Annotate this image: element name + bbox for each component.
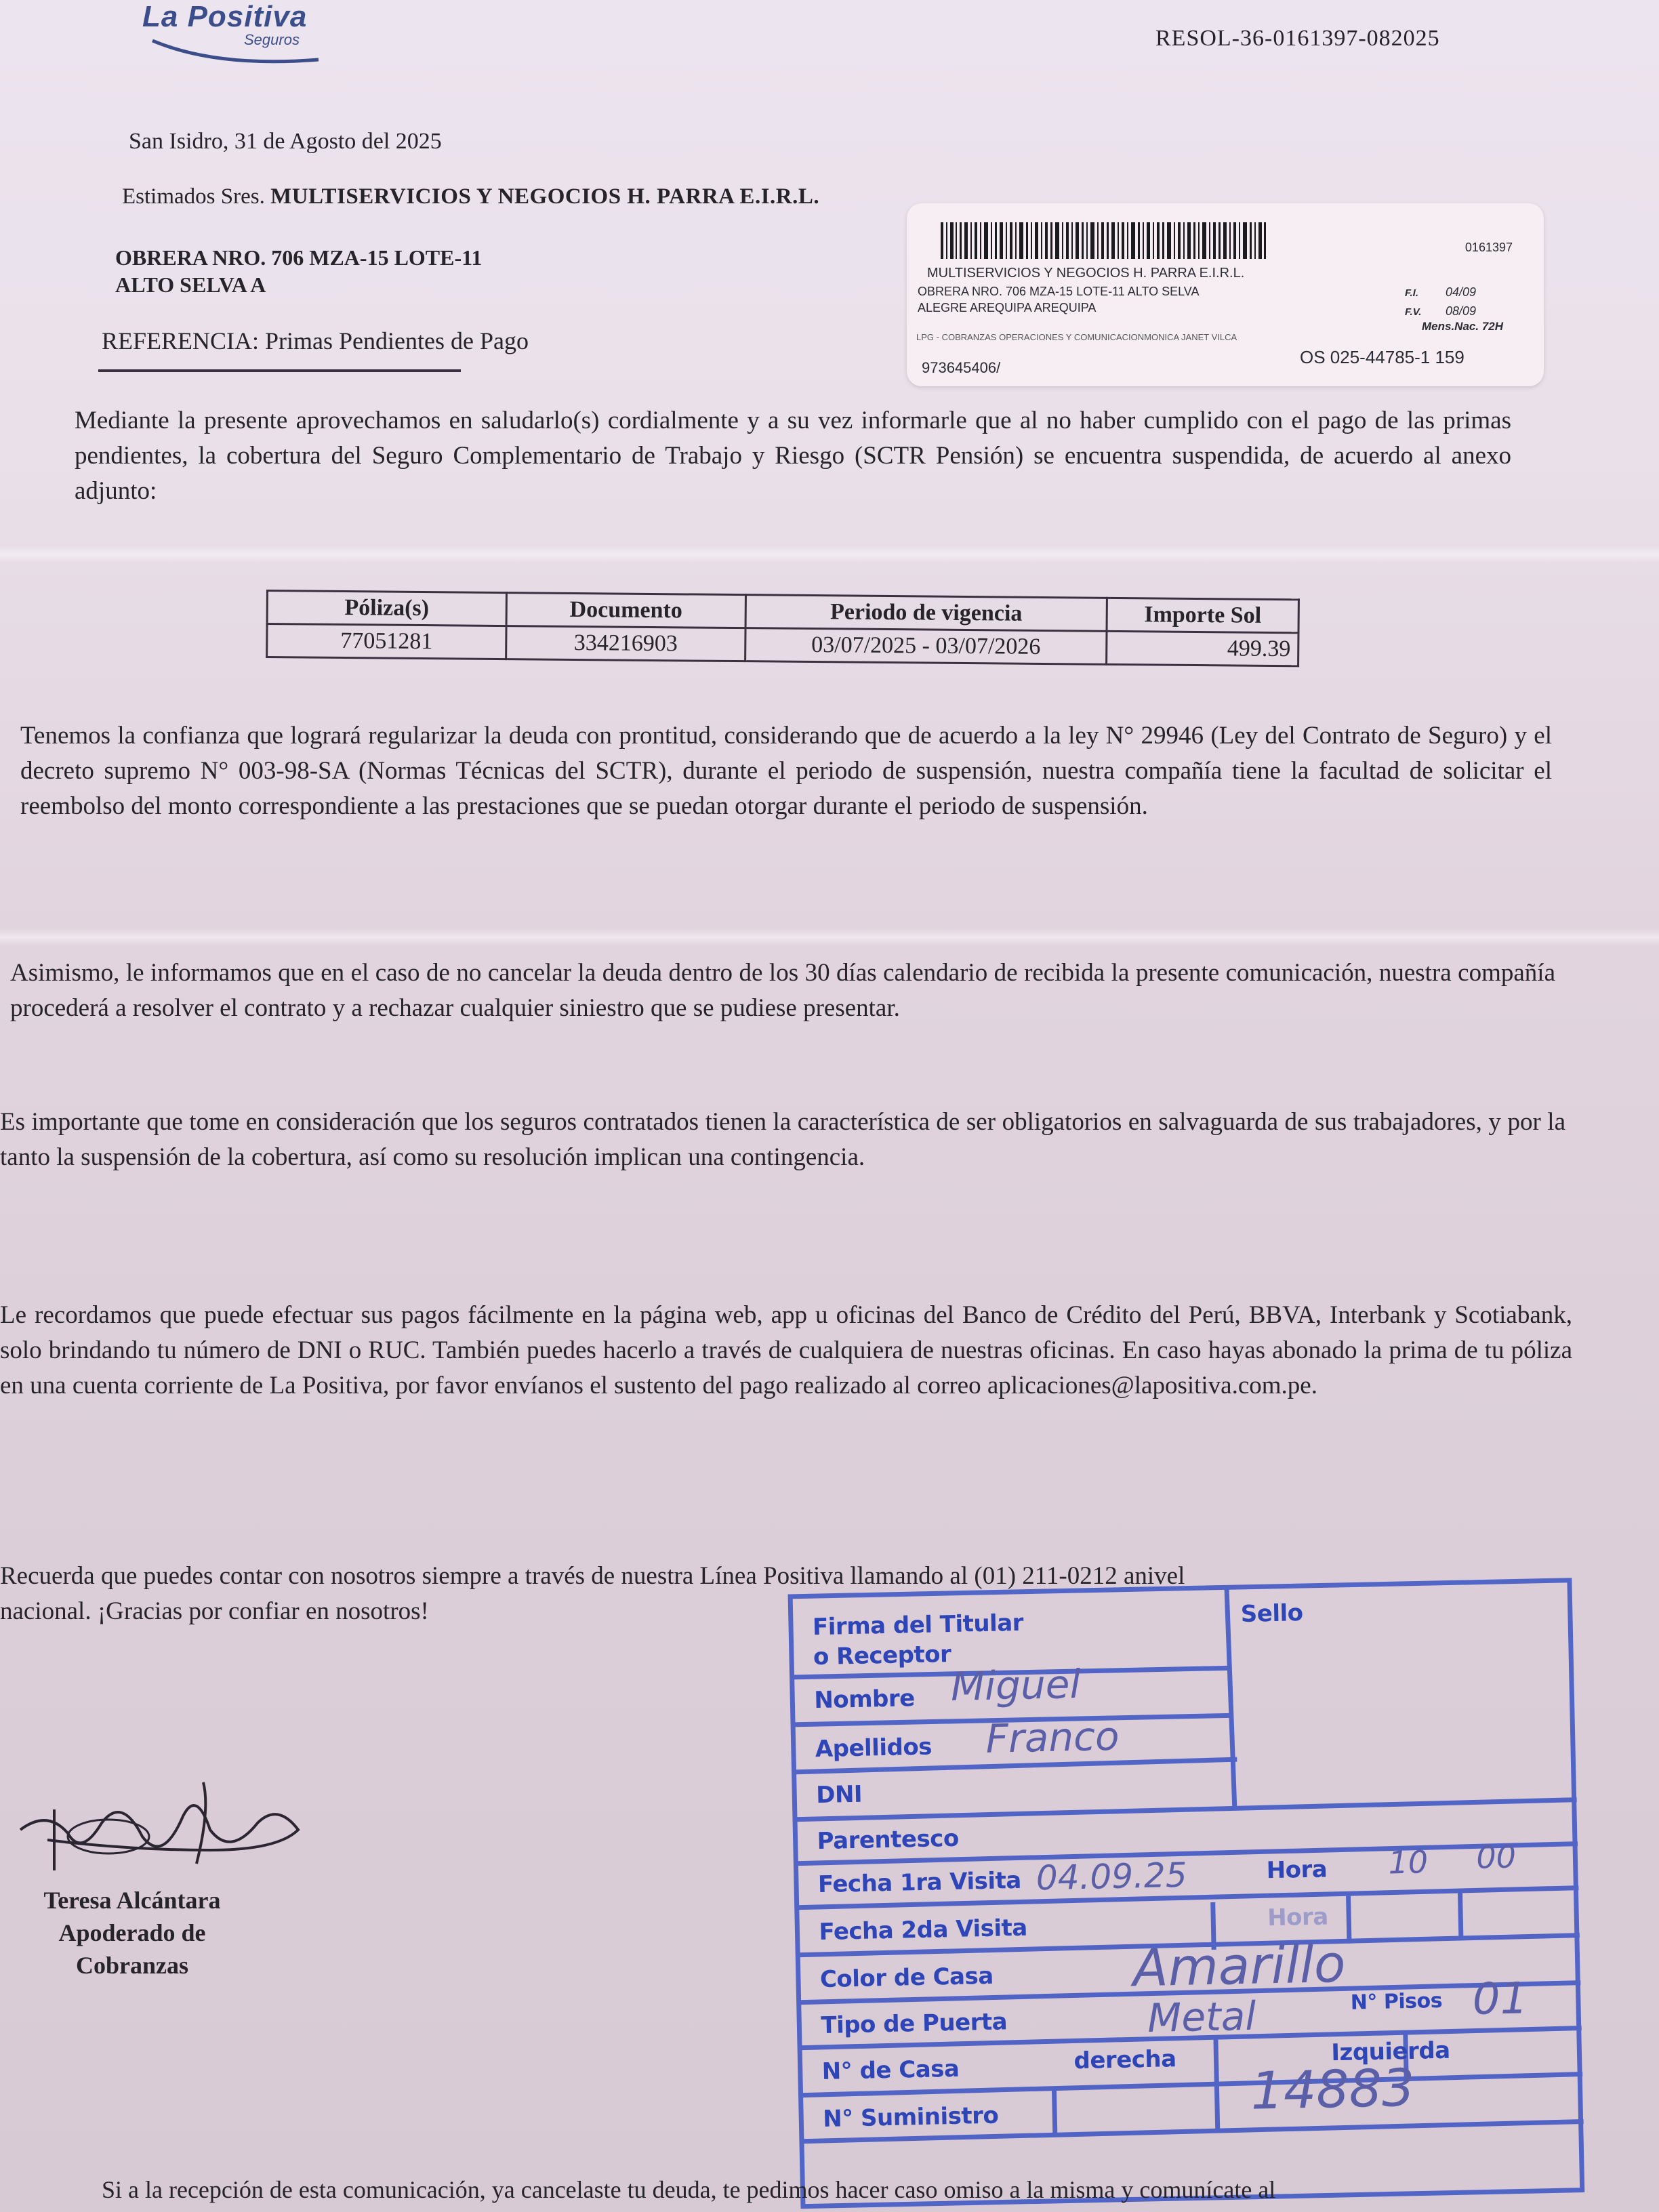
table-header: Póliza(s) (267, 591, 506, 626)
label-address-line-1: OBRERA NRO. 706 MZA-15 LOTE-11 ALTO SELVA (918, 285, 1200, 298)
paragraph-3-text: Asimismo, le informamos que en el caso de no cancelar la deuda dentro de los 30 días calendario de recibida la presente comunicación, nuestra compañía procederá a resolver el contrato y a rechazar cualquier siniestro que se pudiese presentar. (10, 959, 1555, 1022)
paragraph-2 (20, 718, 1552, 824)
signature-icon (7, 1769, 312, 1891)
stamp-dni-label: DNI (815, 1780, 863, 1809)
table-cell-document: 334216903 (506, 626, 745, 661)
handwritten-door-type: Metal (1147, 1992, 1257, 2041)
handwritten-floors: 01 (1472, 1973, 1529, 2025)
barcode-icon (941, 222, 1266, 259)
signer-name: Teresa Alcántara (43, 1887, 221, 1914)
label-service: Mens.Nac. 72H (1422, 320, 1503, 333)
label-recipient: MULTISERVICIOS Y NEGOCIOS H. PARRA E.I.R.L. (927, 266, 1245, 281)
stamp-visit2-label: Fecha 2da Visita (819, 1914, 1028, 1946)
logo-subtitle: Seguros (244, 31, 300, 48)
paragraph-6-line-2: nacional. ¡Gracias por confiar en nosotros! (0, 1597, 429, 1625)
table-header: Documento (506, 593, 745, 628)
letter-date: San Isidro, 31 de Agosto del 2025 (129, 129, 442, 154)
logo-name: La Positiva (142, 0, 308, 33)
paragraph-2-text: Tenemos la confianza que logrará regularizar la deuda con prontitud, considerando que de acuerdo a la ley N° 29946 (Ley del Contrato de Seguro) y el decreto supremo N° 003-98-SA (Normas Técnicas del SCTR), durante el periodo de suspensión, nuestra compañía tiene la facultad de solicitar el reembolso del monto correspondiente a las prestaciones que se puedan otorgar durante el periodo de suspensión. (20, 722, 1552, 820)
stamp-color-label: Color de Casa (819, 1962, 994, 1994)
shipping-label (907, 203, 1544, 386)
stamp-kinship-label: Parentesco (817, 1824, 960, 1856)
handwritten-color: Amarillo (1132, 1933, 1347, 1999)
label-fi-label: F.I. (1405, 287, 1419, 299)
table-cell-policy: 77051281 (267, 624, 506, 659)
footer-note: Si a la recepción de esta comunicación, ya cancelaste tu deuda, te pedimos hacer caso omiso a la misma y comunícate al (102, 2176, 1276, 2203)
label-dates (1405, 283, 1476, 321)
stamp-name-label: Nombre (813, 1685, 916, 1715)
handwritten-surname: Franco (985, 1713, 1120, 1762)
label-phone: 973645406/ (922, 359, 1001, 376)
stamp-door-label: Tipo de Puerta (820, 2008, 1008, 2040)
label-sender: LPG - COBRANZAS OPERACIONES Y COMUNICACIONMONICA JANET VILCA (916, 332, 1237, 342)
paragraph-1 (75, 403, 1511, 509)
table-cell-period: 03/07/2025 - 03/07/2026 (745, 628, 1107, 665)
stamp-surname-label: Apellidos (815, 1733, 933, 1763)
paragraph-4 (0, 1105, 1565, 1175)
label-order: OS 025-44785-1 159 (1300, 347, 1465, 367)
table-header: Importe Sol (1107, 598, 1298, 632)
signer-title: Apoderado de Cobranzas (58, 1919, 206, 1979)
handwritten-date: 04.09.25 (1036, 1855, 1188, 1898)
table-cell-amount: 499.39 (1107, 631, 1298, 665)
paper-fold (0, 928, 1659, 946)
label-address (918, 283, 1200, 316)
address-line-1: OBRERA NRO. 706 MZA-15 LOTE-11 (115, 245, 483, 270)
paper-fold (0, 546, 1659, 563)
stamp-hour-label: Hora (1266, 1856, 1328, 1885)
handwritten-hour: 10 (1387, 1843, 1429, 1881)
stamp-firma: Firma del Titular (812, 1609, 1024, 1641)
stamp-left-label: Izquierda (1330, 2036, 1451, 2067)
stamp-hour2-label: Hora (1267, 1903, 1329, 1932)
addressee: MULTISERVICIOS Y NEGOCIOS H. PARRA E.I.R.L. (270, 184, 820, 209)
reference-underline (98, 369, 461, 372)
paragraph-5 (0, 1298, 1572, 1404)
stamp-house-number-label: N° de Casa (821, 2055, 960, 2086)
stamp-receptor: o Receptor (813, 1640, 951, 1671)
table-header: Periodo de vigencia (745, 595, 1107, 632)
stamp-supply-label: N° Suministro (822, 2102, 999, 2133)
company-logo (142, 0, 332, 68)
reference-line: REFERENCIA: Primas Pendientes de Pago (102, 327, 529, 354)
policy-table (266, 590, 1300, 667)
greeting-prefix: Estimados Sres. (122, 184, 265, 209)
address-line-2: ALTO SELVA A (115, 272, 266, 297)
label-fv-value: 08/09 (1446, 304, 1477, 318)
greeting (122, 184, 819, 209)
stamp-right-label: derecha (1073, 2045, 1176, 2075)
label-fi-value: 04/09 (1446, 285, 1477, 299)
address-block (115, 244, 482, 298)
paragraph-6-line-1: Recuerda que puedes contar con nosotros siempre a través de nuestra Línea Positiva llamando al (01) 211-0212 anivel (0, 1562, 1185, 1590)
paragraph-5-text: Le recordamos que puede efectuar sus pagos fácilmente en la página web, app u oficinas del Banco de Crédito del Perú, BBVA, Interbank y Scotiabank, solo brindando tu número de DNI o RUC. También puedes hacerlo a través de cualquiera de nuestras oficinas. En caso hayas abonado la prima de tu póliza en una cuenta corriente de La Positiva, por favor envíanos el sustento del pago realizado al correo aplicaciones@lapositiva.com.pe. (0, 1301, 1572, 1399)
handwritten-minutes: 00 (1475, 1838, 1517, 1876)
label-code: 0161397 (1465, 241, 1513, 254)
stamp-floors-label: N° Pisos (1350, 1988, 1443, 2015)
paragraph-4-text: Es importante que tome en consideración que los seguros contratados tienen la característica de ser obligatorios en salvaguarda de sus trabajadores, y por la tanto la suspensión de la cobertura, así como su resolución implican una contingencia. (0, 1108, 1565, 1171)
delivery-stamp (786, 1576, 1592, 2211)
handwritten-house-number: 14883 (1250, 2057, 1416, 2121)
stamp-visit1-label: Fecha 1ra Visita (817, 1866, 1022, 1899)
paragraph-1-text: Mediante la presente aprovechamos en saludarlo(s) cordialmente y a su vez informarle que al no haber cumplido con el pago de las primas pendientes, la cobertura del Seguro Complementario de Trabajo y Riesgo (SCTR Pensión) se encuentra suspendida, de acuerdo al anexo adjunto: (75, 407, 1511, 505)
stamp-seal-label: Sello (1240, 1599, 1303, 1628)
signer-block (24, 1884, 241, 1982)
label-address-line-2: ALEGRE AREQUIPA AREQUIPA (918, 301, 1097, 314)
resolution-number: RESOL-36-0161397-082025 (1155, 26, 1440, 51)
label-fv-label: F.V. (1405, 306, 1422, 318)
paragraph-3 (10, 956, 1555, 1026)
handwritten-name: Miguel (950, 1660, 1082, 1710)
